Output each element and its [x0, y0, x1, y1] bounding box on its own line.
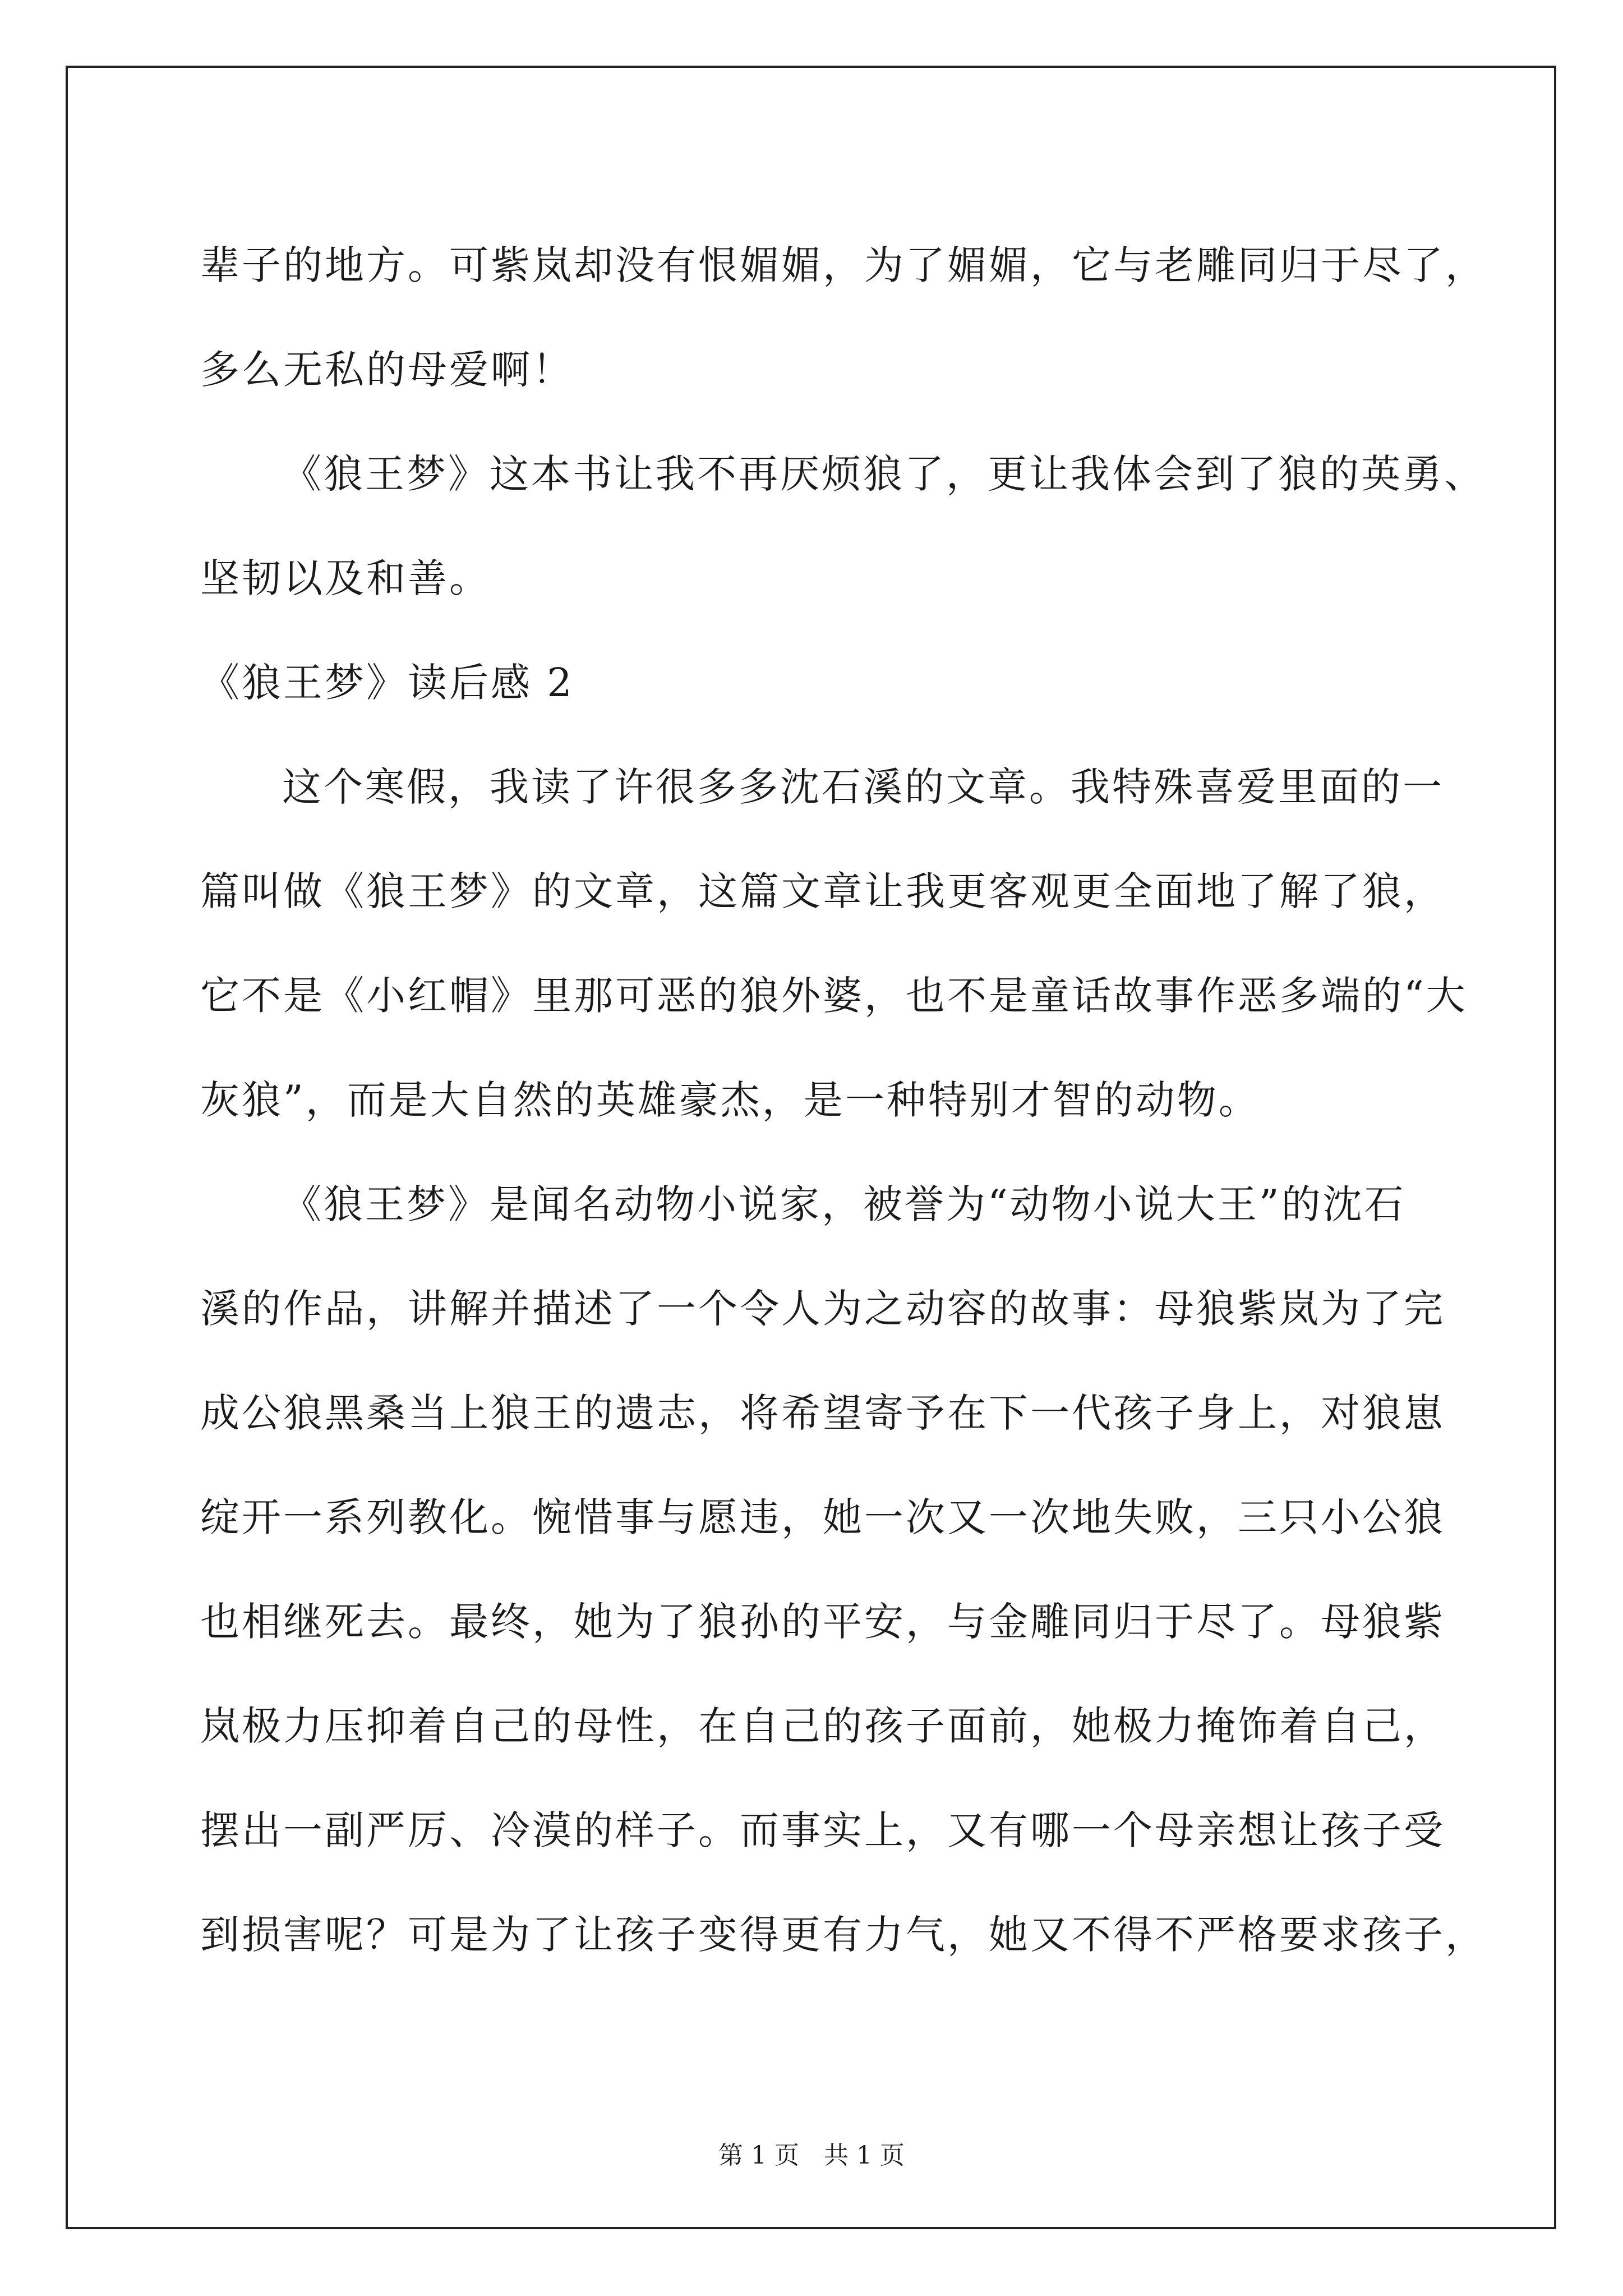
text-line: 溪的作品，讲解并描述了一个令人为之动容的故事：母狼紫岚为了完	[200, 1286, 1445, 1332]
text-line: 成公狼黑桑当上狼王的遗志，将希望寄予在下一代孩子身上，对狼崽	[200, 1390, 1445, 1436]
text-line: 岚极力压抑着自己的母性，在自己的孩子面前，她极力掩饰着自己，	[200, 1703, 1445, 1749]
text-line: 灰狼”，而是大自然的英雄豪杰，是一种特别才智的动物。	[200, 1077, 1260, 1123]
section-heading: 《狼王梦》读后感 2	[200, 660, 574, 706]
text-line: 辈子的地方。可紫岚却没有恨媚媚，为了媚媚，它与老雕同归于尽了，	[200, 242, 1487, 288]
text-line: 摆出一副严厉、冷漠的样子。而事实上，又有哪一个母亲想让孩子受	[200, 1807, 1445, 1853]
text-line: 绽开一系列教化。惋惜事与愿违，她一次又一次地失败，三只小公狼	[200, 1494, 1445, 1540]
text-line: 也相继死去。最终，她为了狼孙的平安，与金雕同归于尽了。母狼紫	[200, 1599, 1445, 1645]
document-body	[200, 213, 1487, 1987]
text-line: 到损害呢？可是为了让孩子变得更有力气，她又不得不严格要求孩子，	[200, 1912, 1487, 1958]
text-line: 坚韧以及和善。	[200, 555, 491, 601]
text-line: 这个寒假，我读了许很多多沈石溪的文章。我特殊喜爱里面的一	[282, 764, 1444, 810]
text-line: 它不是《小红帽》里那可恶的狼外婆，也不是童话故事作恶多端的“大	[200, 973, 1468, 1019]
text-line: 篇叫做《狼王梦》的文章，这篇文章让我更客观更全面地了解了狼，	[200, 868, 1445, 914]
text-line: 《狼王梦》这本书让我不再厌烦狼了，更让我体会到了狼的英勇、	[282, 451, 1486, 497]
text-line: 多么无私的母爱啊！	[200, 347, 574, 393]
text-line: 《狼王梦》是闻名动物小说家，被誉为“动物小说大王”的沈石	[282, 1181, 1406, 1227]
page-number-footer: 第 1 页 共 1 页	[718, 2141, 905, 2170]
